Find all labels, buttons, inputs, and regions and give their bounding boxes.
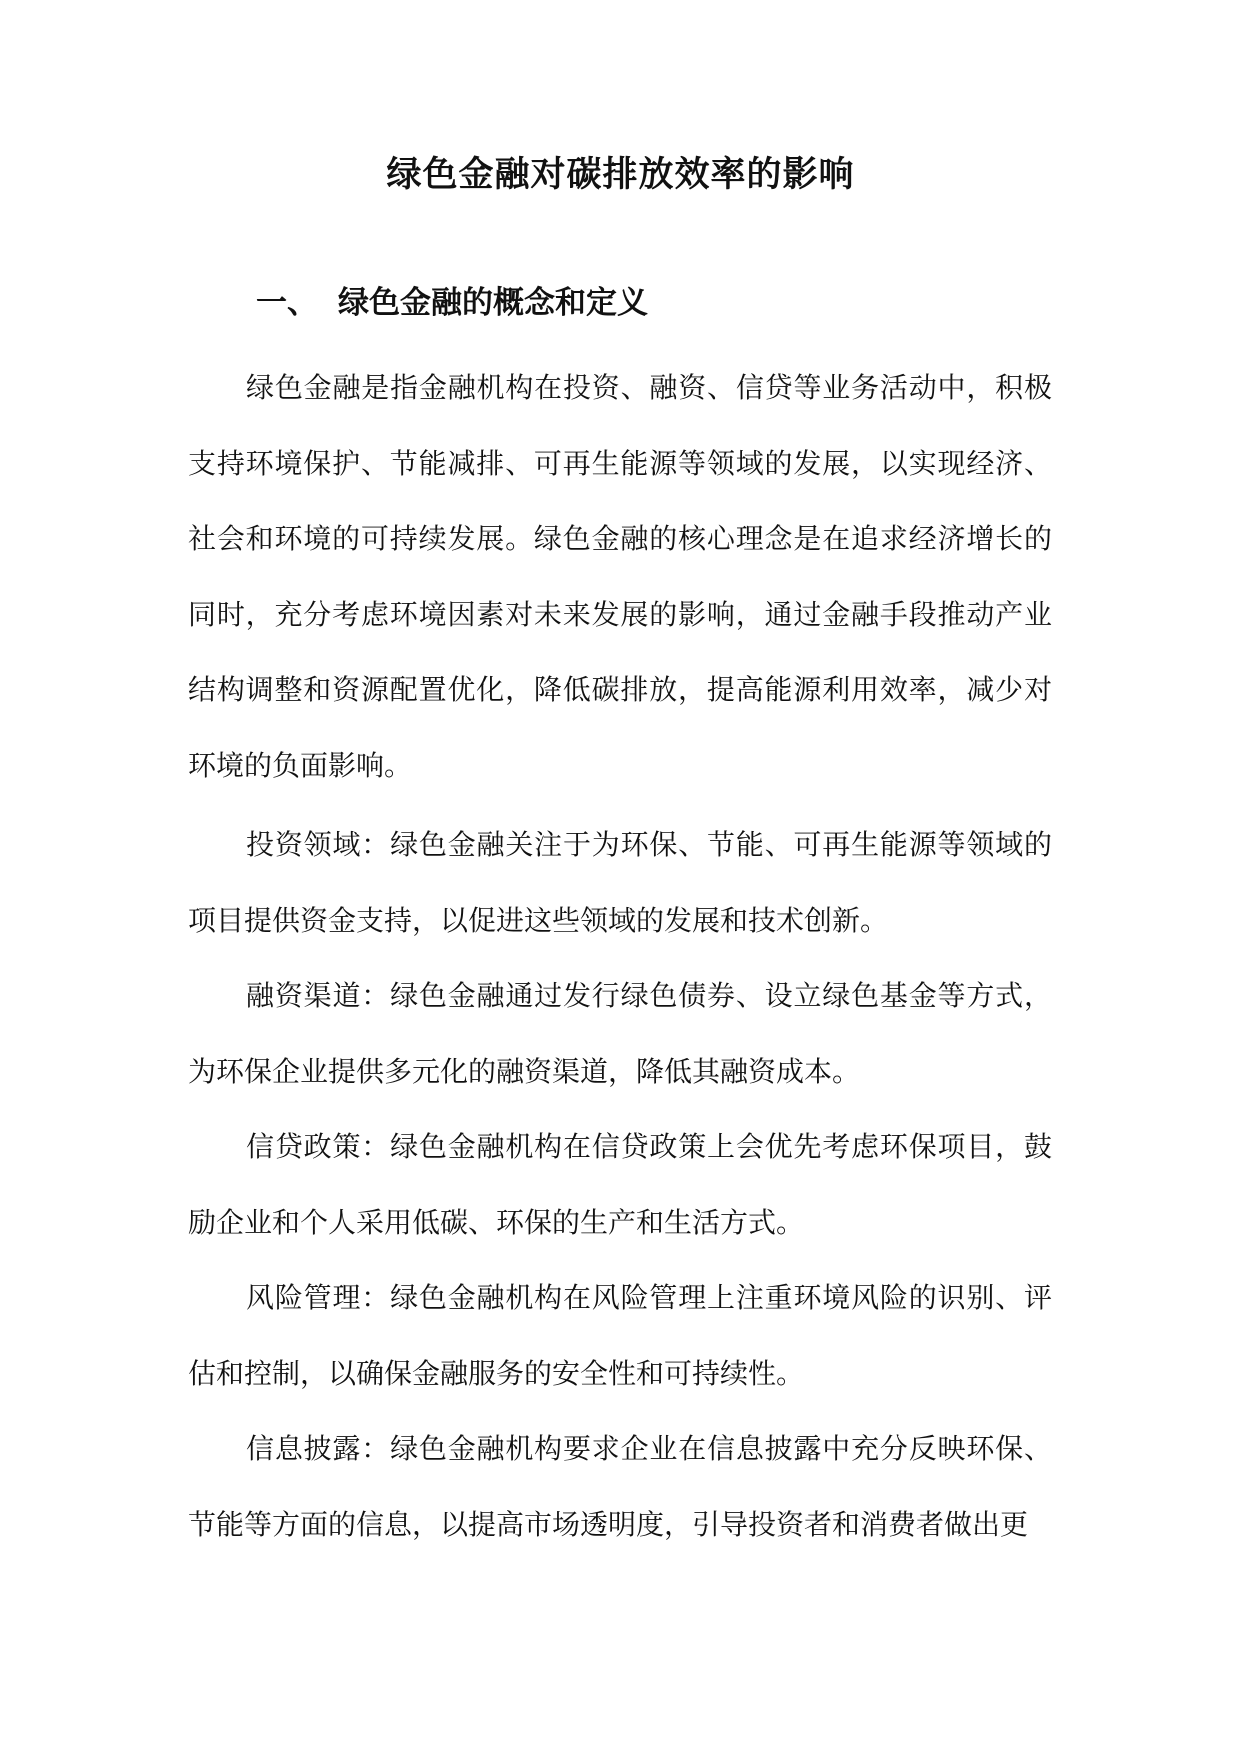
document-title: 绿色金融对碳排放效率的影响 — [386, 154, 855, 195]
paragraph-financing: 融资渠道：绿色金融通过发行绿色债券、设立绿色基金等方式，为环保企业提供多元化的融资渠道，降低其融资成本。 — [188, 979, 1052, 1088]
section-title: 绿色金融的概念和定义 — [338, 285, 648, 321]
paragraph-investment: 投资领域：绿色金融关注于为环保、节能、可再生能源等领域的项目提供资金支持，以促进这些领域的发展和技术创新。 — [188, 828, 1052, 937]
paragraph-credit-policy: 信贷政策：绿色金融机构在信贷政策上会优先考虑环保项目，鼓励企业和个人采用低碳、环保的生产和生活方式。 — [188, 1130, 1052, 1239]
section-number: 一、 — [256, 285, 318, 321]
paragraph-disclosure: 信息披露：绿色金融机构要求企业在信息披露中充分反映环保、节能等方面的信息，以提高市场透明度，引导投资者和消费者做出更 — [188, 1432, 1052, 1541]
paragraph-definition: 绿色金融是指金融机构在投资、融资、信贷等业务活动中，积极支持环境保护、节能减排、可再生能源等领域的发展，以实现经济、社会和环境的可持续发展。绿色金融的核心理念是在追求经济增长的同时，充分考虑环境因素对未来发展的影响，通过金融手段推动产业结构调整和资源配置优化，降低碳排放，提高能源利用效率，减少对环境的负面影响。 — [188, 371, 1052, 782]
paragraph-risk-management: 风险管理：绿色金融机构在风险管理上注重环境风险的识别、评估和控制，以确保金融服务的安全性和可持续性。 — [188, 1281, 1052, 1390]
section-heading — [256, 278, 648, 328]
